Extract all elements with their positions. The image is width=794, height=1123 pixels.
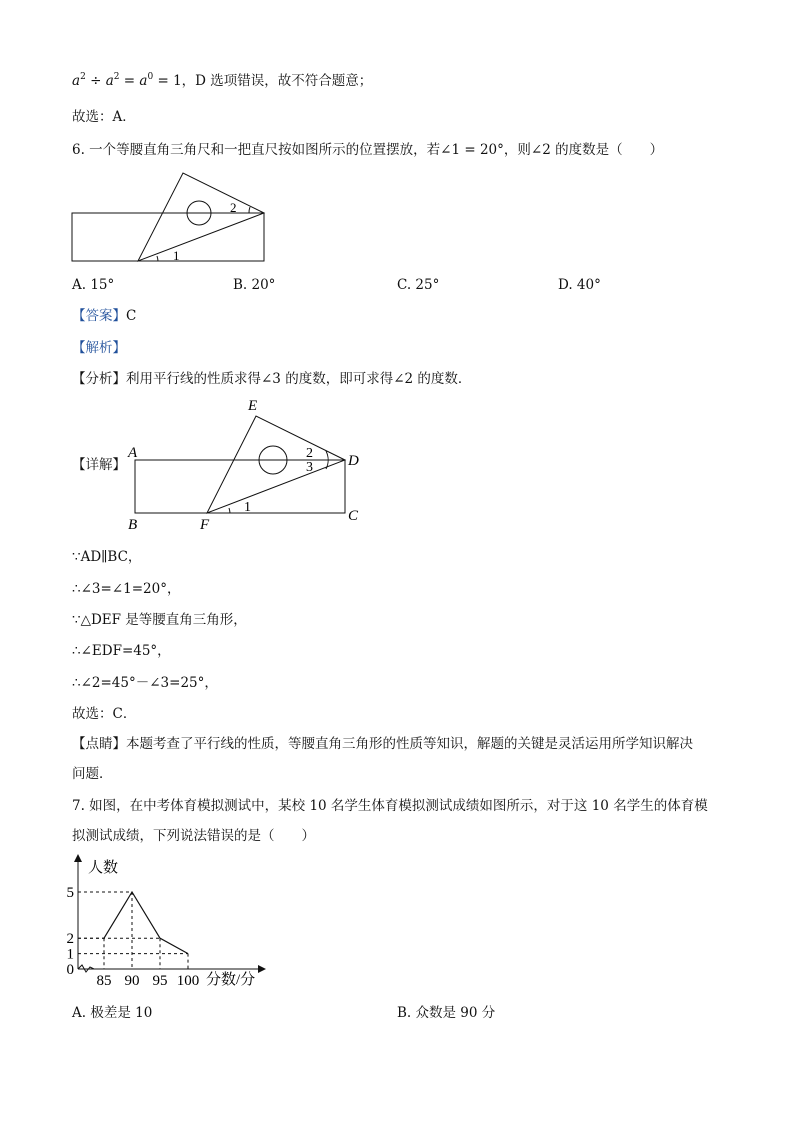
step-4: ∴∠EDF=45°， — [72, 643, 171, 659]
question-7-stem-2: 拟测试成绩，下列说法错误的是（ ） — [72, 828, 315, 844]
figure-ruler-triangle — [70, 170, 270, 265]
point-f-label: F — [200, 517, 210, 533]
x-tick-label: 90 — [124, 973, 140, 989]
step-6: 故选：C． — [72, 706, 137, 722]
point-c-label: C — [348, 508, 359, 524]
series-line — [104, 892, 188, 954]
ruler-rect — [72, 213, 264, 261]
answer-line: 【答案】C — [72, 308, 137, 324]
angle-1-label: 1 — [244, 500, 251, 515]
solution-line-formula: $a^2 \div a^2 = a^0 = 1$，D 选项错误，故不符合题意； — [72, 72, 373, 89]
x-tick-label: 100 — [176, 973, 200, 989]
step-3: ∵△DEF 是等腰直角三角形， — [72, 612, 247, 628]
point-e-label: E — [248, 398, 258, 414]
y-tick-label: 1 — [66, 946, 74, 963]
y-tick-label: 2 — [66, 931, 74, 948]
angle-1-label: 1 — [173, 248, 180, 263]
triangle-shape — [138, 173, 264, 261]
q7-option-a: A. 极差是 10 — [72, 1005, 153, 1021]
point-d-label: D — [348, 453, 359, 469]
x-tick-label: 95 — [152, 973, 168, 989]
question-7-stem-1: 7. 如图，在中考体育模拟测试中，某校 10 名学生体育模拟测试成绩如图所示，对于这 10 名学生的体育模 — [72, 798, 708, 814]
dianjing-line-2: 问题． — [72, 766, 113, 782]
q6-option-d: D. 40° — [558, 277, 601, 293]
y-tick-label: 0 — [66, 962, 74, 978]
y-axis-label: 人数 — [88, 860, 119, 876]
score-line-chart — [62, 852, 272, 992]
jiexi-heading: 【解析】 — [72, 340, 126, 356]
q6-option-c: C. 25° — [397, 277, 440, 293]
x-tick-label: 85 — [96, 973, 112, 989]
figure-detail-triangle — [120, 398, 370, 533]
triangle-def — [207, 416, 345, 513]
q6-option-a: A. 15° — [72, 277, 115, 293]
rectangle-abcd — [135, 460, 345, 513]
q6-option-b: B. 20° — [233, 277, 276, 293]
fenxi-line: 【分析】利用平行线的性质求得∠3 的度数，即可求得∠2 的度数． — [72, 371, 472, 387]
angle-2-arc — [249, 207, 250, 213]
xiangjie-tag: 【详解】 — [72, 457, 126, 473]
dianjing-line-1: 【点睛】本题考查了平行线的性质，等腰直角三角形的性质等知识，解题的关键是灵活运用所学知识解决 — [72, 736, 693, 752]
point-b-label: B — [128, 517, 138, 533]
angle-3-label: 3 — [306, 460, 313, 475]
q7-option-b: B. 众数是 90 分 — [397, 1005, 496, 1021]
y-tick-label: 5 — [66, 885, 74, 901]
step-5: ∴∠2=45°－∠3=25°， — [72, 675, 218, 691]
angle-2-label: 2 — [230, 200, 237, 215]
step-1: ∵AD∥BC， — [72, 549, 142, 565]
choose-a-line: 故选：A． — [72, 109, 136, 125]
question-6-stem: 6. 一个等腰直角三角尺和一把直尺按如图所示的位置摆放，若∠1 = 20°，则∠2 的度数是（ ） — [72, 142, 664, 158]
x-axis-label: 分数/分 — [206, 972, 256, 988]
point-a-label: A — [128, 445, 138, 461]
angle-1-arc — [157, 256, 158, 261]
angle-1-arc — [229, 508, 230, 513]
angle-2-label: 2 — [306, 446, 313, 461]
step-2: ∴∠3=∠1=20°， — [72, 581, 181, 597]
